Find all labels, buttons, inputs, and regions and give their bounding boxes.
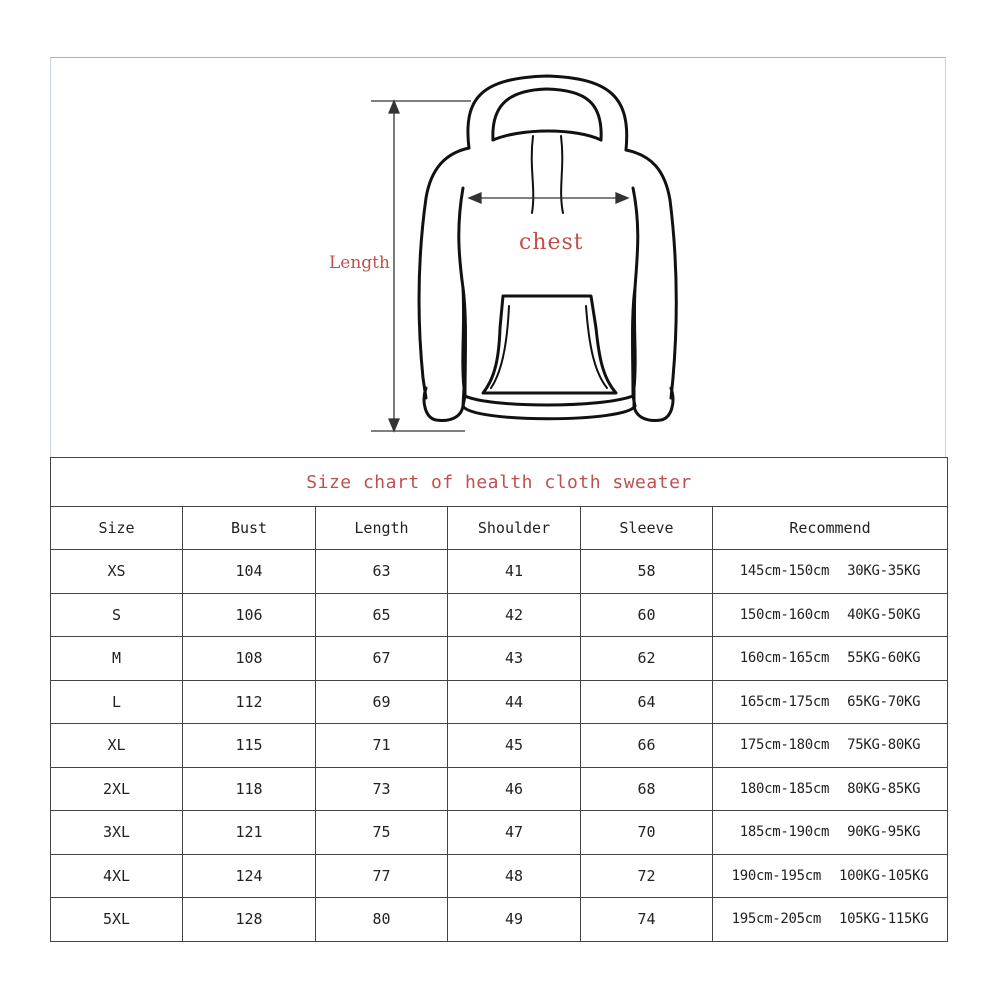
size-cell: S (51, 593, 183, 637)
sleeve-cell: 70 (581, 811, 713, 855)
recommend-weight: 40KG-50KG (847, 606, 921, 623)
bust-cell: 121 (183, 811, 316, 855)
shoulder-cell: 41 (448, 550, 581, 594)
length-cell: 65 (316, 593, 448, 637)
shoulder-cell: 42 (448, 593, 581, 637)
table-row (51, 811, 948, 855)
size-cell: XL (51, 724, 183, 768)
bust-cell: 108 (183, 637, 316, 681)
length-cell: 63 (316, 550, 448, 594)
shoulder-cell: 49 (448, 898, 581, 942)
recommend-height: 195cm-205cm (731, 911, 822, 928)
shoulder-cell: 46 (448, 767, 581, 811)
shoulder-cell: 47 (448, 811, 581, 855)
bust-cell: 104 (183, 550, 316, 594)
recommend-cell (713, 637, 948, 681)
header-recommend: Recommend (713, 507, 948, 550)
recommend-weight: 90KG-95KG (847, 824, 921, 841)
size-cell: 5XL (51, 898, 183, 942)
table-row (51, 767, 948, 811)
size-cell: 4XL (51, 854, 183, 898)
bust-cell: 124 (183, 854, 316, 898)
header-bust: Bust (183, 507, 316, 550)
header-shoulder: Shoulder (448, 507, 581, 550)
length-cell: 75 (316, 811, 448, 855)
size-cell: XS (51, 550, 183, 594)
recommend-weight: 65KG-70KG (847, 693, 921, 710)
hoodie-illustration (51, 58, 947, 458)
recommend-height: 165cm-175cm (739, 693, 830, 710)
length-cell: 73 (316, 767, 448, 811)
header-length: Length (316, 507, 448, 550)
table-row (51, 724, 948, 768)
shoulder-cell: 45 (448, 724, 581, 768)
recommend-height: 160cm-165cm (739, 650, 830, 667)
table-row (51, 898, 948, 942)
recommend-height: 175cm-180cm (739, 737, 830, 754)
chest-label: chest (519, 230, 584, 255)
sleeve-cell: 66 (581, 724, 713, 768)
recommend-height: 180cm-185cm (739, 780, 830, 797)
shoulder-cell: 43 (448, 637, 581, 681)
recommend-cell (713, 593, 948, 637)
bust-cell: 118 (183, 767, 316, 811)
recommend-cell (713, 811, 948, 855)
recommend-weight: 100KG-105KG (839, 867, 929, 884)
length-cell: 77 (316, 854, 448, 898)
length-label: Length (329, 253, 390, 273)
recommend-cell (713, 724, 948, 768)
recommend-cell (713, 898, 948, 942)
recommend-weight: 75KG-80KG (847, 737, 921, 754)
size-cell: 2XL (51, 767, 183, 811)
length-cell: 71 (316, 724, 448, 768)
sleeve-cell: 62 (581, 637, 713, 681)
recommend-height: 190cm-195cm (731, 867, 822, 884)
sleeve-cell: 72 (581, 854, 713, 898)
size-chart-table (50, 457, 948, 942)
shoulder-cell: 48 (448, 854, 581, 898)
recommend-weight: 55KG-60KG (847, 650, 921, 667)
table-row (51, 593, 948, 637)
recommend-height: 150cm-160cm (739, 606, 830, 623)
table-row (51, 680, 948, 724)
length-cell: 67 (316, 637, 448, 681)
size-cell: 3XL (51, 811, 183, 855)
header-sleeve: Sleeve (581, 507, 713, 550)
recommend-weight: 30KG-35KG (847, 563, 921, 580)
recommend-cell (713, 767, 948, 811)
recommend-weight: 105KG-115KG (839, 911, 929, 928)
bust-cell: 106 (183, 593, 316, 637)
bust-cell: 115 (183, 724, 316, 768)
sleeve-cell: 58 (581, 550, 713, 594)
size-cell: L (51, 680, 183, 724)
sleeve-cell: 60 (581, 593, 713, 637)
hoodie-diagram-panel (50, 57, 946, 457)
table-row (51, 854, 948, 898)
recommend-weight: 80KG-85KG (847, 780, 921, 797)
shoulder-cell: 44 (448, 680, 581, 724)
recommend-height: 145cm-150cm (739, 563, 830, 580)
bust-cell: 128 (183, 898, 316, 942)
table-row (51, 550, 948, 594)
sleeve-cell: 68 (581, 767, 713, 811)
bust-cell: 112 (183, 680, 316, 724)
table-row (51, 637, 948, 681)
sleeve-cell: 74 (581, 898, 713, 942)
recommend-cell (713, 680, 948, 724)
table-header-row (51, 507, 948, 550)
length-cell: 69 (316, 680, 448, 724)
table-title: Size chart of health cloth sweater (51, 458, 948, 507)
sleeve-cell: 64 (581, 680, 713, 724)
recommend-height: 185cm-190cm (739, 824, 830, 841)
recommend-cell (713, 550, 948, 594)
size-cell: M (51, 637, 183, 681)
length-cell: 80 (316, 898, 448, 942)
recommend-cell (713, 854, 948, 898)
header-size: Size (51, 507, 183, 550)
